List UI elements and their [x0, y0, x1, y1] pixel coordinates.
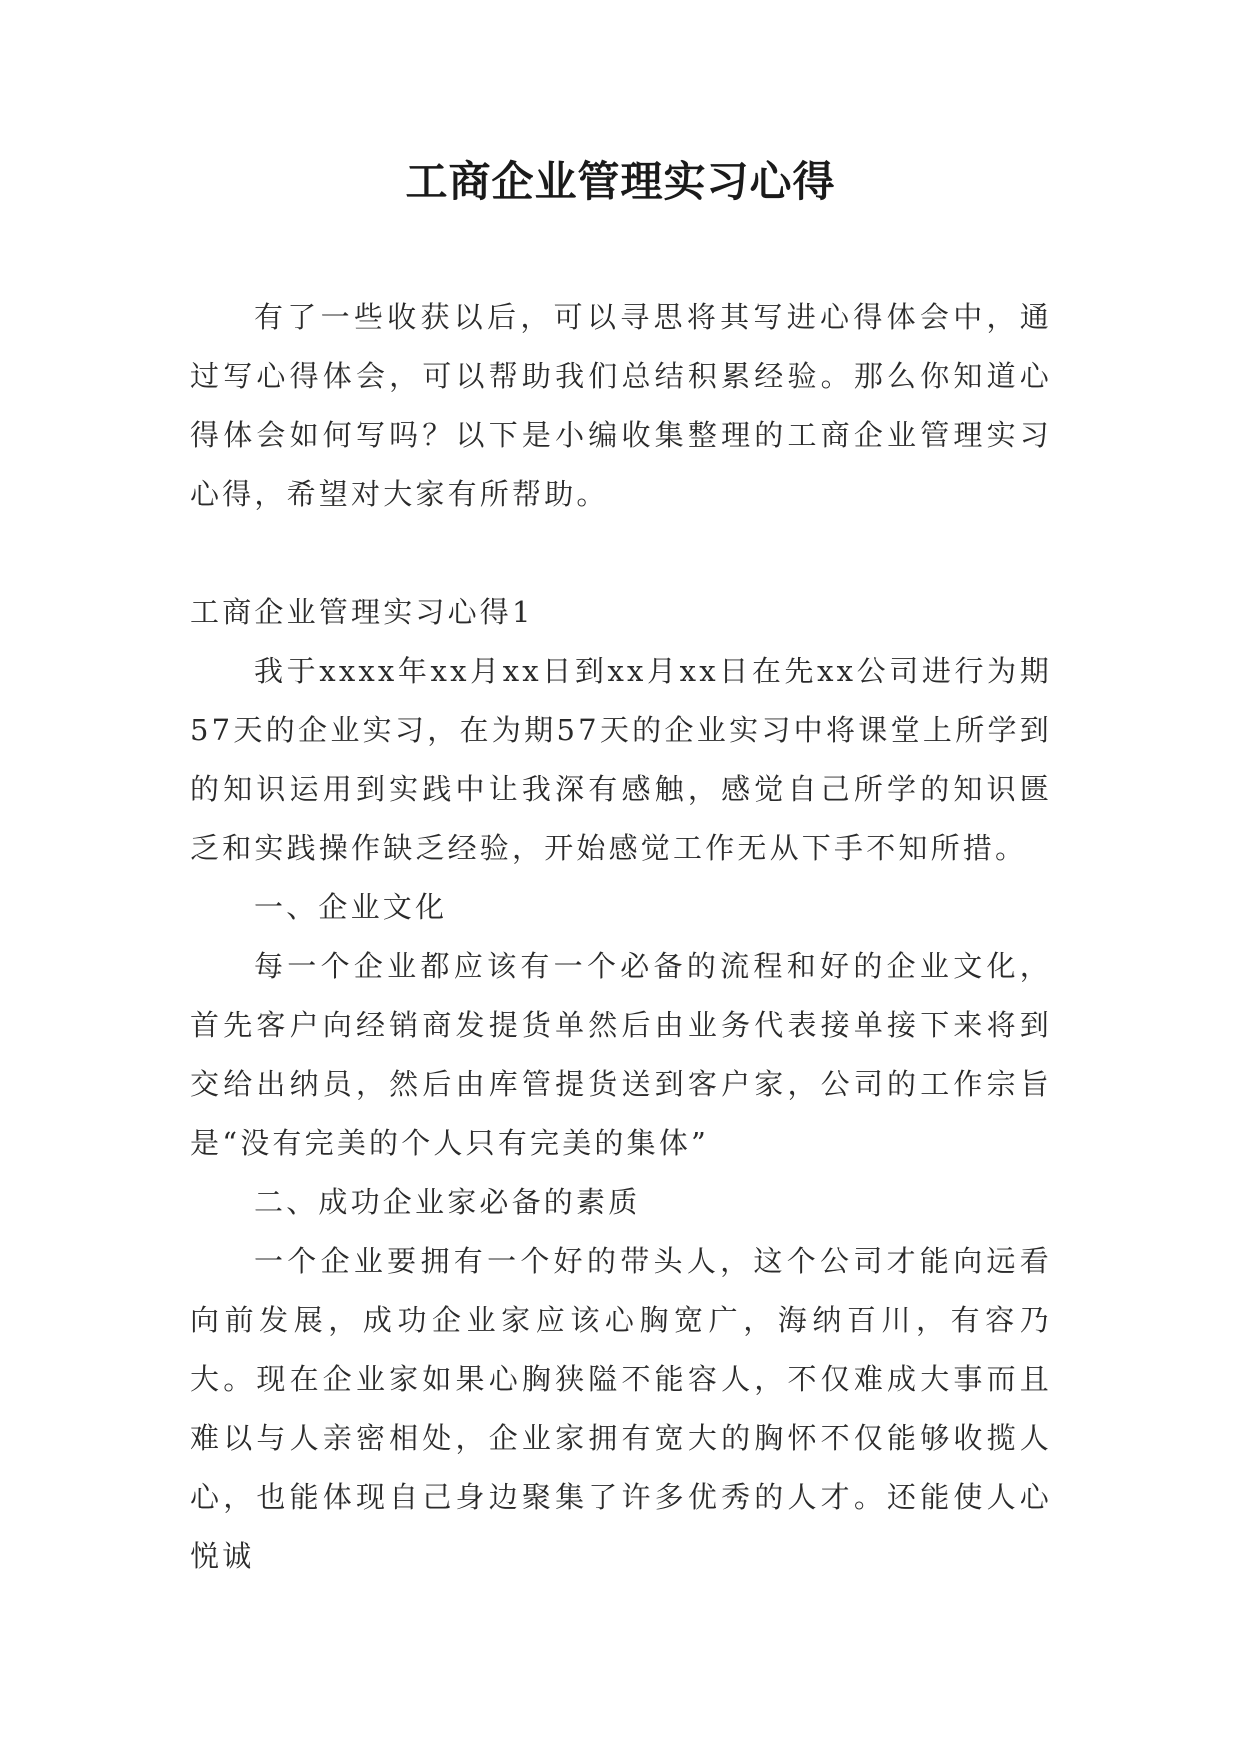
body-paragraph: 每一个企业都应该有一个必备的流程和好的企业文化，首先客户向经销商发提货单然后由业务代表接单接下来将到交给出纳员，然后由库管提货送到客户家，公司的工作宗旨是“没有完美的个人只有完美的集体” [190, 949, 1052, 1160]
subheading-entrepreneur-qualities: 二、成功企业家必备的素质 [254, 1185, 641, 1219]
body-paragraph: 我于xxxx年xx月xx日到xx月xx日在先xx公司进行为期57天的企业实习，在为期57天的企业实习中将课堂上所学到的知识运用到实践中让我深有感触，感觉自己所学的知识匮乏和实践操作缺乏经验，开始感觉工作无从下手不知所措。 [190, 654, 1052, 865]
body-paragraph: 一个企业要拥有一个好的带头人，这个公司才能向远看向前发展，成功企业家应该心胸宽广，海纳百川，有容乃大。现在企业家如果心胸狭隘不能容人，不仅难成大事而且难以与人亲密相处，企业家拥有宽大的胸怀不仅能够收揽人心，也能体现自己身边聚集了许多优秀的人才。还能使人心悦诚 [190, 1244, 1052, 1573]
section-heading-1: 工商企业管理实习心得1 [190, 595, 534, 629]
document-body [190, 288, 1052, 1586]
document-title: 工商企业管理实习心得 [405, 157, 836, 206]
subheading-corporate-culture: 一、企业文化 [254, 890, 448, 924]
intro-paragraph: 有了一些收获以后，可以寻思将其写进心得体会中，通过写心得体会，可以帮助我们总结积累经验。那么你知道心得体会如何写吗？以下是小编收集整理的工商企业管理实习心得，希望对大家有所帮助。 [190, 300, 1052, 511]
